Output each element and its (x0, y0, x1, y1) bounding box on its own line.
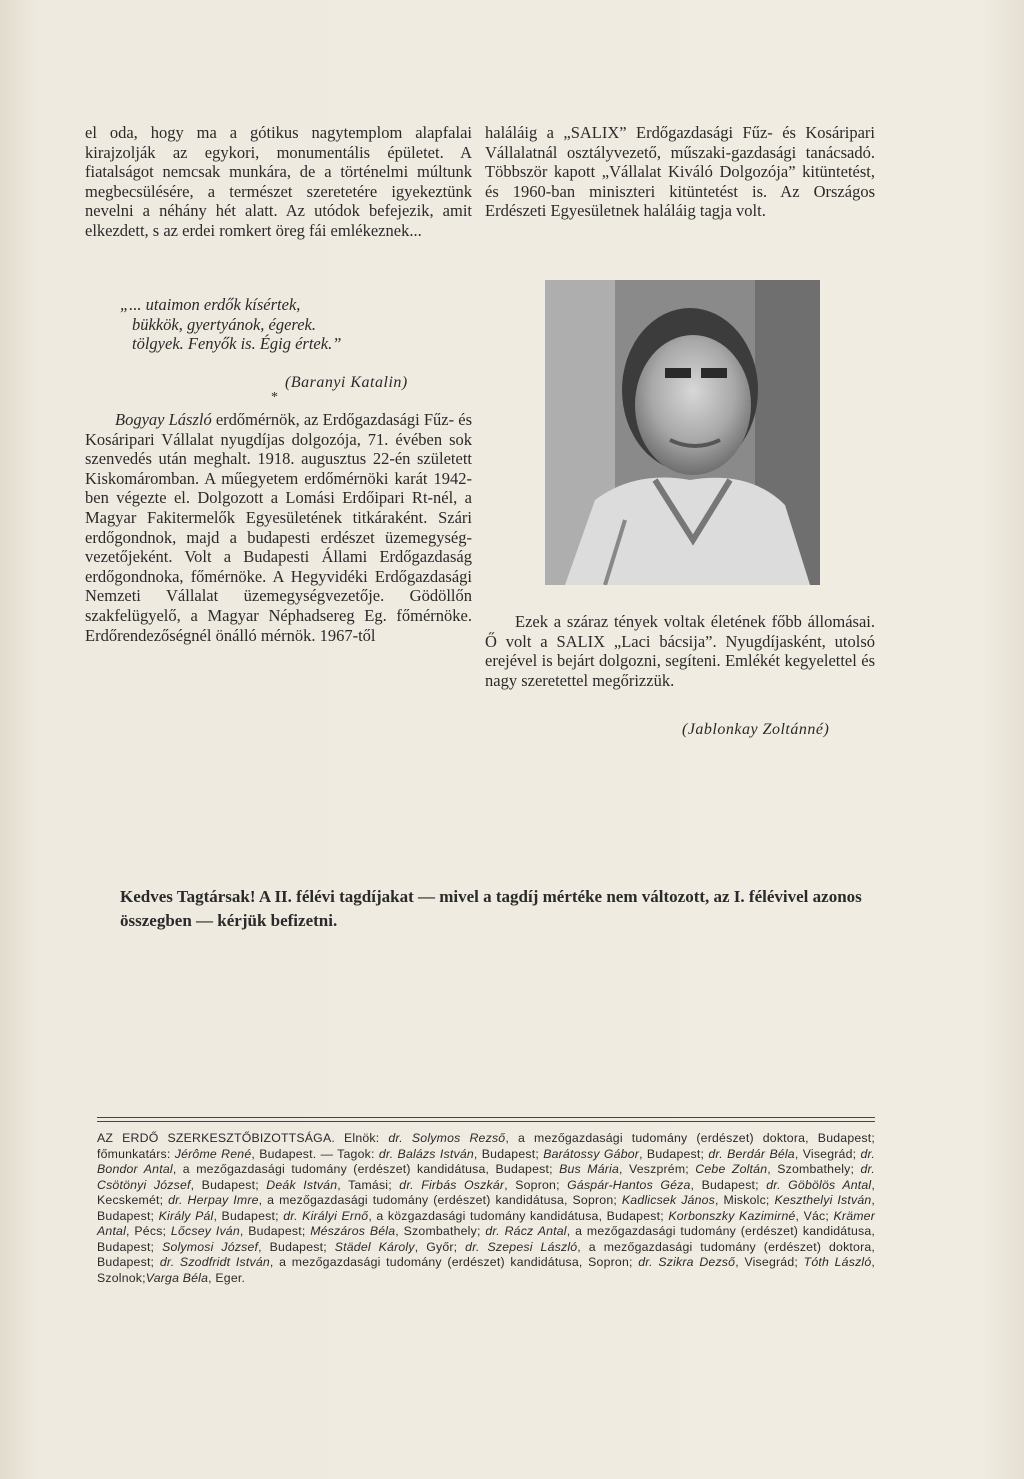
board-member-detail: , Veszprém; (619, 1162, 696, 1176)
board-member-name: dr. Szodfridt István (159, 1255, 270, 1269)
board-member-detail: , Budapest; (639, 1146, 709, 1161)
board-member-name: dr. Balázs István (378, 1146, 474, 1161)
board-member-name: dr. Királyi Ernő (283, 1208, 369, 1223)
board-member-detail: , Győr; (414, 1239, 466, 1254)
board-member-detail: , Budapest; (690, 1177, 767, 1192)
board-member-detail: , Budapest; (97, 1193, 876, 1223)
board-member-name: Cebe Zoltán (695, 1162, 768, 1176)
board-member-name: dr. Bondor Antal (97, 1146, 875, 1176)
right-paragraph: haláláig a „SALIX” Erdőgazdasági Fűz- és Kosáripari Vállalatnál osztályvezető, műszaki-gazdasági tanácsadó. Többször kapott „Vállalat Kiváló Dolgozója” kitüntetést, és 1960-ban miniszteri kitüntetést is. Az Országos Erdészeti Egyesületnek haláláig tagja volt. (485, 123, 875, 221)
board-member-detail: , Tamási; (337, 1177, 400, 1192)
board-member-detail: , Szombathely; (395, 1224, 486, 1238)
board-member-detail: , a mezőgazdasági tudomány (erdészet) kandidátusa, Budapest; (172, 1162, 560, 1176)
board-member-detail: , Kecskemét; (97, 1177, 875, 1207)
board-member-name: Korbonszky Kazimirné (668, 1208, 796, 1223)
board-member-name: Jérôme René (174, 1146, 252, 1161)
board-member-detail: , Eger. (208, 1270, 246, 1285)
board-lead: AZ ERDŐ SZERKESZTŐBIZOTTSÁGA. Elnök: (97, 1131, 389, 1145)
poem-line-3: tölgyek. Fenyők is. Égig értek.” (132, 334, 342, 354)
board-member-name: Bus Mária (559, 1162, 620, 1176)
portrait-image (545, 280, 820, 585)
board-member-name: Städel Károly (334, 1239, 415, 1254)
board-member-detail: , Visegrád; (735, 1255, 804, 1269)
board-member-name: Barátossy Gábor (543, 1146, 640, 1161)
board-member-name: dr. Göbölös Antal (766, 1177, 872, 1192)
board-member-detail: , a mezőgazdasági tudomány (erdészet) kandidátusa, Budapest; (97, 1224, 875, 1254)
board-member-detail: , Budapest. — Tagok: (251, 1146, 379, 1161)
board-member-detail: , Szolnok; (97, 1255, 876, 1285)
board-member-detail: , Visegrád; (794, 1146, 861, 1161)
board-member-name: dr. Solymos Rezső (388, 1131, 506, 1145)
board-member-detail: , Miskolc; (715, 1193, 775, 1207)
bottom-rule (97, 1121, 875, 1122)
board-member-detail: , a mezőgazdasági tudomány (erdészet) kandidátusa, Sopron; (269, 1255, 639, 1269)
board-member-name: Keszthelyi István (774, 1193, 872, 1207)
closing-paragraph (485, 612, 875, 690)
board-member-detail: , a mezőgazdasági tudomány (erdészet) doktora, Budapest; (97, 1239, 876, 1269)
board-member-detail: , Szombathely; (767, 1162, 861, 1176)
closing-author: (Jablonkay Zoltánné) (682, 721, 830, 738)
board-members (97, 1131, 875, 1285)
board-member-detail: , a közgazdasági tudomány kandidátusa, Budapest; (368, 1208, 669, 1223)
right-column-intro (485, 123, 875, 221)
board-member-detail: , Sopron; (504, 1177, 568, 1192)
board-member-name: dr. Firbás Oszkár (399, 1177, 505, 1192)
board-member-name: Gáspár-Hantos Géza (567, 1177, 691, 1192)
board-member-name: dr. Rácz Antal (485, 1224, 567, 1238)
top-rule (97, 1117, 875, 1118)
board-member-name: dr. Szikra Dezső (638, 1255, 736, 1269)
obituary-text: erdőmérnök, az Erdőgazdasági Fűz- és Kosáripari Vállalat nyugdíjas dolgozója, 71. évében sok szenvedés után meghalt. 1918. augusztus 22-én született Kiskomáromban. A műegyetem erdőmérnöki karát 1942-ben végezte el. Dolgozott a Lomási Erdőipari Rt-nél, a Magyar Fakitermelők Egyesületének titkáraként. Szári erdőgondnok, majd a budapesti erdészet üzemegység-vezetőjeként. Volt a Budapesti Állami Erdőgazdaság erdőgondnoka, főmérnöke. A Hegyvidéki Erdőgazdasági Nemzeti Vállalat üzemegységvezetője. Gödöllőn szakfelügyelő, a Magyar Néphadsereg Eg. főmérnöke. Erdőrendezőségnél önálló mérnök. 1967-től (85, 410, 472, 645)
obituary-paragraph (85, 410, 472, 645)
board-member-name: dr. Herpay Imre (168, 1193, 259, 1207)
board-member-name: Tóth László (803, 1255, 872, 1269)
board-member-name: Krämer Antal (97, 1208, 876, 1238)
closing-text: Ezek a száraz tények voltak életének főbb állomásai. Ő volt a SALIX „Laci bácsija”. Nyugdíjasként, utolsó erejével is bejárt dolgozni, segíteni. Emlékét kegyelettel és nagy szeretettel megőrizzük. (485, 612, 875, 690)
poem-line-1: „... utaimon erdők kísértek, (120, 295, 301, 314)
board-member-detail: , Budapest; (213, 1208, 284, 1223)
board-member-detail: , Vác; (795, 1208, 834, 1223)
board-member-name: dr. Berdár Béla (708, 1146, 795, 1161)
board-member-name: Deák István (266, 1177, 338, 1192)
board-member-name: dr. Szepesi László (465, 1239, 578, 1254)
board-member-name: Mészáros Béla (310, 1224, 396, 1238)
board-member-name: dr. Csötönyi József (97, 1162, 875, 1192)
poem-author: (Baranyi Katalin) (285, 374, 408, 391)
editorial-board (97, 1131, 875, 1286)
board-member-detail: , Budapest; (239, 1224, 311, 1238)
board-member-name: Lőcsey Iván (170, 1224, 240, 1238)
board-member-name: Kadlicsek János (621, 1193, 716, 1207)
obituary-name: Bogyay László (115, 410, 212, 429)
poem-quote (120, 295, 480, 354)
board-member-detail: , a mezőgazdasági tudomány (erdészet) doktora, Budapest; főmunkatárs: (97, 1131, 875, 1161)
left-column-intro (85, 123, 472, 241)
board-member-detail: , Budapest; (258, 1239, 335, 1254)
board-member-detail: , Budapest; (473, 1146, 544, 1161)
board-member-detail: , Pécs; (126, 1224, 171, 1238)
board-member-name: Solymosi József (162, 1239, 259, 1254)
board-member-name: Varga Béla (145, 1270, 209, 1285)
portrait-photo (545, 280, 820, 585)
board-member-detail: , Budapest; (190, 1177, 267, 1192)
intro-paragraph: el oda, hogy ma a gótikus nagytemplom alapfalai kirajzolják az egykori, monumentális épületet. A fiatalságot nemcsak munkára, de a történelmi múltunk megbecsülésére, a természet szeretetére igyekeztünk nevelni a néhány hét alatt. Az utódok befejezik, amit elkezdett, s az erdei romkert öreg fái emlékeznek... (85, 123, 472, 240)
poem-line-2: bükkök, gyertyánok, égerek. (132, 314, 316, 334)
separator-star: * (271, 390, 278, 405)
membership-notice: Kedves Tagtársak! A II. félévi tagdíjakat — mivel a tagdíj mértéke nem változott, az I. félévivel azonos összegben — kérjük befizetni. (120, 887, 862, 930)
board-member-name: Király Pál (158, 1208, 214, 1223)
board-member-detail: , a mezőgazdasági tudomány (erdészet) kandidátusa, Sopron; (258, 1193, 622, 1207)
